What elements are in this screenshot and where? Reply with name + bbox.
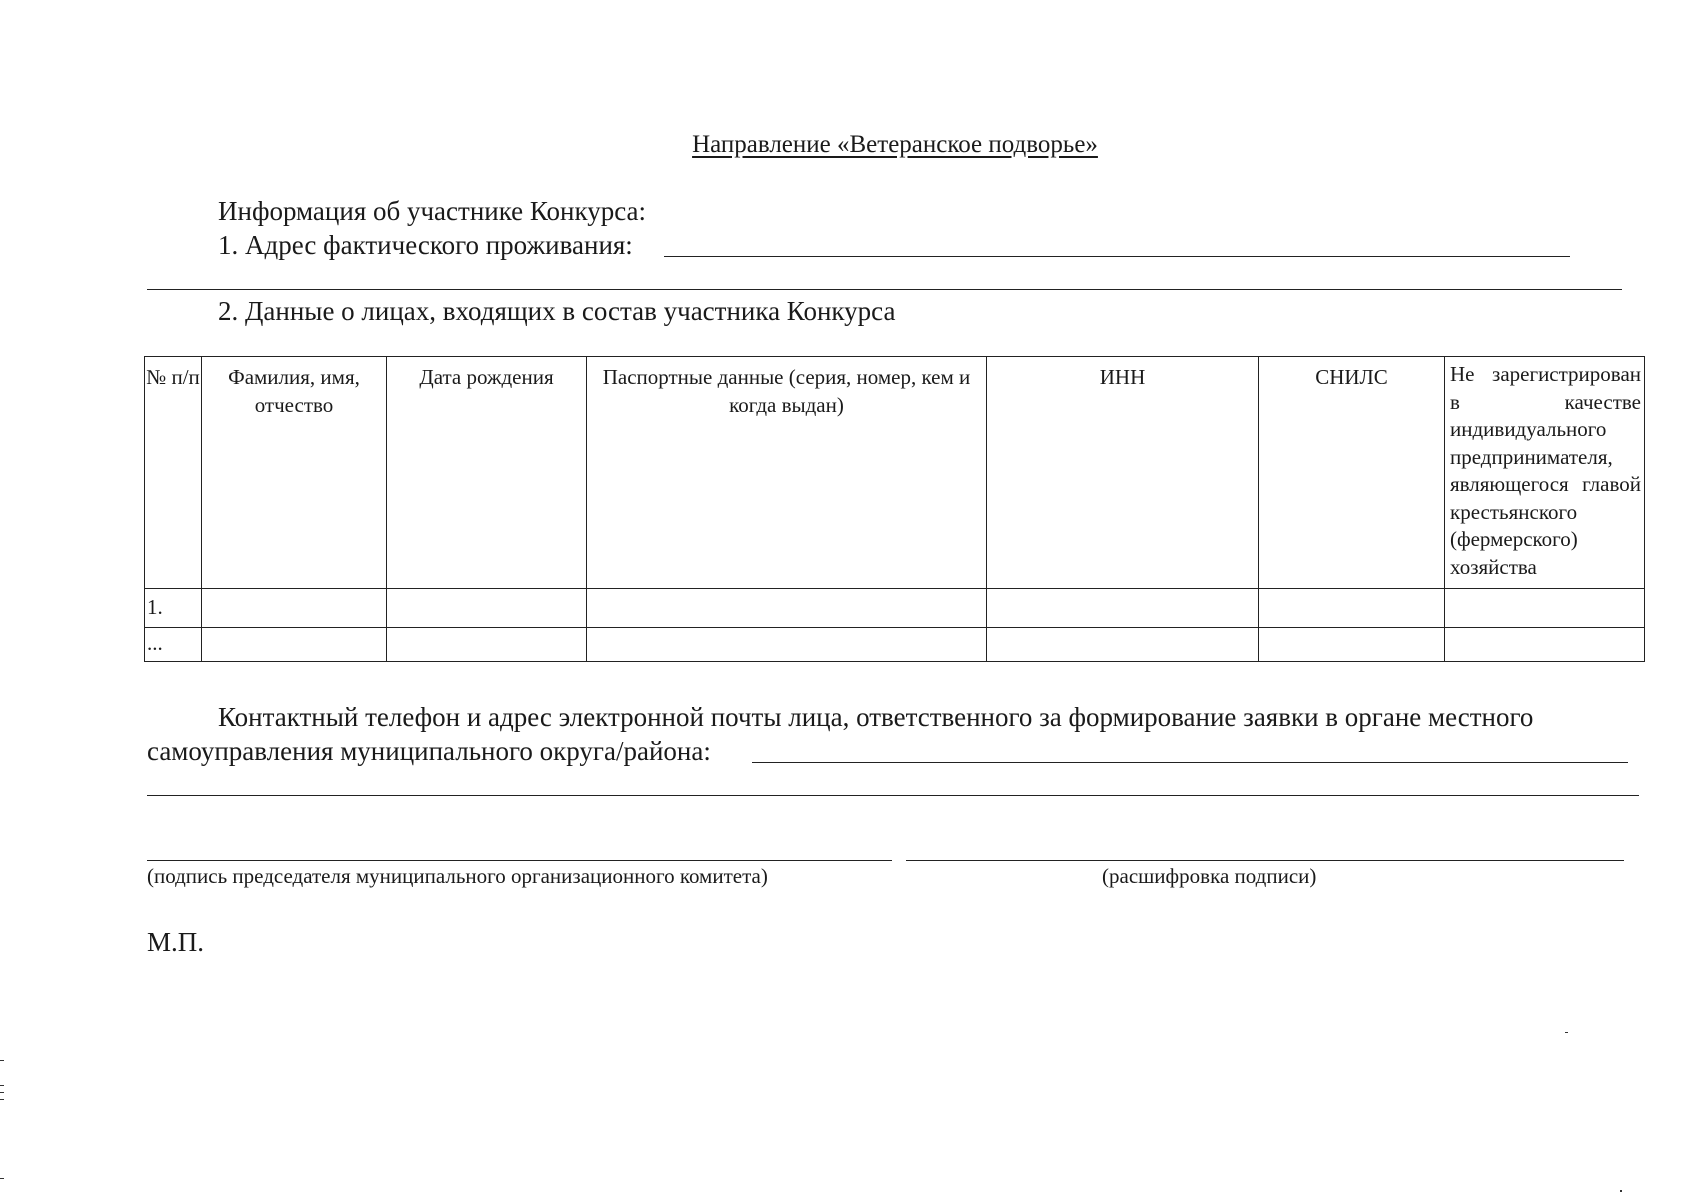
document-title: Направление «Ветеранское подворье» — [692, 131, 1098, 158]
scan-speck — [1620, 1190, 1622, 1192]
header-snils: СНИЛС — [1259, 357, 1445, 589]
chairman-signature-line[interactable] — [147, 860, 892, 861]
stamp-place-label: М.П. — [147, 927, 205, 957]
cell-passport[interactable] — [587, 589, 987, 628]
cell-not-registered[interactable] — [1445, 589, 1645, 628]
cell-number: ... — [145, 628, 202, 662]
chairman-signature-caption: (подпись председателя муниципального организационного комитета) — [147, 864, 768, 888]
address-fill-line[interactable] — [664, 256, 1570, 257]
persons-table — [144, 356, 1645, 662]
table-row — [145, 589, 1645, 628]
cell-snils[interactable] — [1259, 589, 1445, 628]
header-passport: Паспортные данные (серия, номер, кем и когда выдан) — [587, 357, 987, 589]
scan-speck — [1565, 1032, 1568, 1033]
table-row — [145, 628, 1645, 662]
contact-fill-line[interactable] — [752, 762, 1628, 763]
table-header-row — [145, 357, 1645, 589]
cell-birth-date[interactable] — [387, 589, 587, 628]
address-label: 1. Адрес фактического проживания: — [218, 230, 633, 260]
scan-speck — [0, 1099, 4, 1100]
cell-snils[interactable] — [1259, 628, 1445, 662]
header-number: № п/п — [145, 357, 202, 589]
scan-speck — [0, 1092, 4, 1093]
cell-inn[interactable] — [987, 628, 1259, 662]
header-inn: ИНН — [987, 357, 1259, 589]
scan-speck — [0, 1060, 4, 1061]
cell-not-registered[interactable] — [1445, 628, 1645, 662]
header-not-registered: Не зарегистрирован в качестве индивидуального предпринимателя, являющегося главой крестьянского (фермерского) хозяйства — [1445, 357, 1645, 589]
cell-birth-date[interactable] — [387, 628, 587, 662]
persons-heading: 2. Данные о лицах, входящих в состав участника Конкурса — [218, 296, 896, 326]
contact-text: Контактный телефон и адрес электронной почты лица, ответственного за формирование заявки в органе местного самоуправления муниципального округа/района: — [147, 702, 1534, 766]
contact-fill-line-continued[interactable] — [147, 795, 1639, 796]
scan-speck — [0, 1178, 4, 1179]
cell-full-name[interactable] — [202, 628, 387, 662]
cell-inn[interactable] — [987, 589, 1259, 628]
contact-paragraph — [147, 700, 1640, 768]
participant-info-heading: Информация об участнике Конкурса: — [218, 196, 647, 226]
scan-speck — [0, 1085, 4, 1086]
cell-number: 1. — [145, 589, 202, 628]
cell-passport[interactable] — [587, 628, 987, 662]
header-birth-date: Дата рождения — [387, 357, 587, 589]
address-fill-line-continued[interactable] — [147, 289, 1622, 290]
signature-transcript-caption: (расшифровка подписи) — [1102, 864, 1317, 888]
header-full-name: Фамилия, имя, отчество — [202, 357, 387, 589]
signature-transcript-line[interactable] — [906, 860, 1624, 861]
cell-full-name[interactable] — [202, 589, 387, 628]
